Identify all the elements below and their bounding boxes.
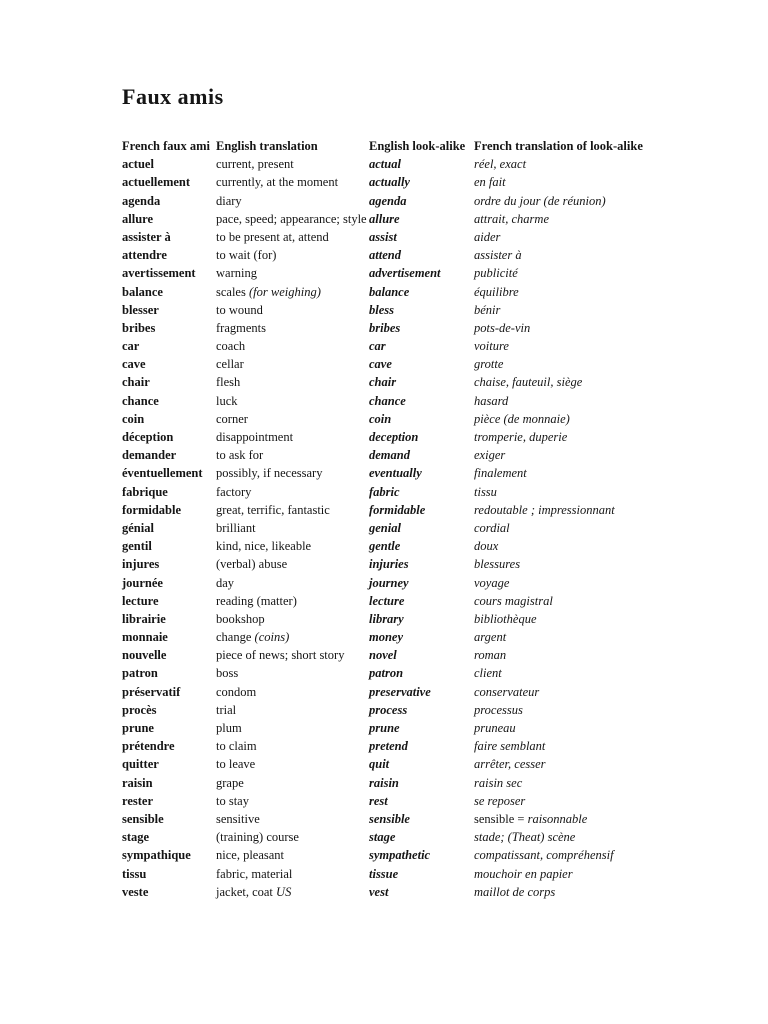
english-translation: boss — [216, 666, 239, 681]
english-translation: currently, at the moment — [216, 175, 339, 190]
english-lookalike: actual — [369, 157, 401, 172]
english-translation: current, present — [216, 157, 294, 172]
english-translation: to leave — [216, 757, 256, 772]
english-translation: sensitive — [216, 811, 260, 826]
french-term: tissu — [122, 866, 147, 881]
french-term: demander — [122, 448, 177, 463]
column-header-french-translation-of-look-alike: French translation of look-alike — [474, 139, 643, 153]
table-row — [122, 828, 752, 846]
column-header-english-translation: English translation — [216, 139, 318, 153]
english-translation — [216, 283, 369, 301]
english-lookalike: tissue — [369, 866, 399, 881]
table-row — [122, 792, 752, 810]
french-term: nouvelle — [122, 648, 167, 663]
french-term: prune — [122, 721, 154, 735]
french-translation-of-lookalike: bibliothèque — [474, 611, 537, 626]
table-row — [122, 628, 752, 646]
table-row — [122, 501, 752, 519]
english-lookalike: injuries — [369, 557, 409, 572]
french-term: bribes — [122, 320, 156, 335]
english-lookalike: coin — [369, 411, 392, 426]
french-term: chance — [122, 393, 159, 408]
english-translation: to wait (for) — [216, 248, 277, 263]
english-lookalike: genial — [369, 520, 401, 535]
english-lookalike: bribes — [369, 320, 401, 335]
french-translation-of-lookalike: blessures — [474, 557, 521, 572]
table-row — [122, 155, 752, 173]
french-term: raisin — [122, 775, 153, 790]
english-lookalike: actually — [369, 175, 410, 190]
english-translation: cellar — [216, 357, 244, 372]
table-row — [122, 846, 752, 864]
table-row — [122, 737, 752, 755]
english-lookalike: formidable — [369, 502, 426, 517]
english-lookalike: chance — [369, 393, 406, 408]
french-term: formidable — [122, 502, 182, 517]
french-translation-of-lookalike: finalement — [474, 466, 527, 481]
english-translation: (verbal) abuse — [216, 557, 288, 572]
french-translation-of-lookalike: réel, exact — [474, 157, 527, 172]
table-row — [122, 555, 752, 573]
english-translation: day — [216, 575, 235, 590]
page-title: Faux amis — [122, 84, 224, 109]
french-term: monnaie — [122, 630, 168, 645]
french-translation-of-lookalike: compatissant, compréhensif — [474, 848, 614, 863]
french-term: gentil — [122, 539, 152, 554]
table-row — [122, 883, 752, 901]
text-segment: jacket, coat — [216, 884, 277, 899]
table-row — [122, 865, 752, 883]
french-term: génial — [122, 520, 154, 535]
english-lookalike: patron — [369, 666, 404, 681]
english-lookalike: lecture — [369, 593, 405, 608]
french-translation-of-lookalike: processus — [474, 702, 523, 717]
english-translation — [216, 628, 369, 646]
french-translation-of-lookalike: équilibre — [474, 284, 519, 299]
french-translation-of-lookalike: bénir — [474, 302, 501, 317]
french-term: librairie — [122, 611, 166, 626]
french-term: sensible — [122, 811, 164, 826]
english-translation: disappointment — [216, 430, 294, 444]
table-row — [122, 192, 752, 210]
table-row — [122, 392, 752, 410]
english-translation: condom — [216, 684, 257, 699]
english-lookalike: balance — [369, 284, 410, 299]
english-lookalike: sensible — [369, 811, 410, 826]
english-translation: to ask for — [216, 448, 264, 463]
english-lookalike: allure — [369, 211, 400, 226]
english-translation: (training) course — [216, 830, 299, 845]
english-translation: brilliant — [216, 520, 256, 535]
faux-amis-table — [122, 137, 752, 901]
french-translation-of-lookalike: faire semblant — [474, 739, 546, 754]
english-lookalike: bless — [369, 302, 394, 317]
english-lookalike: cave — [369, 357, 392, 372]
english-translation: corner — [216, 411, 248, 426]
table-row — [122, 173, 752, 191]
table-body — [122, 155, 752, 901]
french-term: injures — [122, 557, 160, 572]
french-term: procès — [122, 702, 157, 717]
english-translation: diary — [216, 193, 242, 208]
text-segment: change — [216, 630, 255, 645]
english-translation: piece of news; short story — [216, 648, 345, 663]
french-translation-of-lookalike: en fait — [474, 175, 506, 190]
english-translation: grape — [216, 775, 244, 790]
english-lookalike: assist — [369, 229, 397, 244]
english-lookalike: agenda — [369, 193, 407, 208]
french-translation-of-lookalike: attrait, charme — [474, 211, 549, 226]
english-translation: flesh — [216, 375, 241, 390]
french-translation-of-lookalike: maillot de corps — [474, 884, 556, 899]
french-term: veste — [122, 884, 149, 899]
french-term: sympathique — [122, 848, 191, 863]
text-segment: (coins) — [254, 630, 290, 645]
french-translation-of-lookalike: pots-de-vin — [474, 320, 531, 335]
table-row — [122, 755, 752, 773]
english-lookalike: pretend — [369, 739, 408, 754]
french-translation-of-lookalike: tissu — [474, 484, 497, 499]
english-lookalike: demand — [369, 448, 410, 463]
english-translation: luck — [216, 393, 238, 408]
french-term: patron — [122, 666, 158, 681]
french-translation-of-lookalike: chaise, fauteuil, siège — [474, 375, 583, 390]
french-translation-of-lookalike: aider — [474, 229, 501, 244]
french-term: actuellement — [122, 175, 191, 190]
english-lookalike: library — [369, 611, 404, 626]
french-term: allure — [122, 211, 154, 226]
english-lookalike: process — [369, 702, 408, 717]
french-term: agenda — [122, 193, 161, 208]
english-lookalike: chair — [369, 375, 397, 390]
table-row — [122, 373, 752, 391]
french-term: quitter — [122, 757, 159, 772]
table-row — [122, 519, 752, 537]
english-translation: trial — [216, 702, 237, 717]
text-segment: sensible = — [474, 811, 528, 826]
french-translation-of-lookalike: client — [474, 666, 502, 681]
english-translation: pace, speed; appearance; style — [216, 211, 367, 226]
table-row — [122, 337, 752, 355]
english-translation: possibly, if necessary — [216, 466, 323, 481]
text-segment: scales — [216, 284, 249, 299]
english-translation: factory — [216, 484, 252, 499]
french-translation-of-lookalike: argent — [474, 630, 507, 645]
english-translation: warning — [216, 266, 257, 281]
table-row — [122, 464, 752, 482]
french-term: lecture — [122, 593, 159, 608]
text-segment: US — [276, 884, 292, 899]
french-term: avertissement — [122, 266, 196, 281]
table-row — [122, 428, 752, 446]
french-translation-of-lookalike: arrêter, cesser — [474, 757, 546, 772]
english-lookalike: car — [369, 339, 386, 354]
english-lookalike: raisin — [369, 775, 399, 790]
english-translation: reading (matter) — [216, 593, 297, 608]
table-row — [122, 719, 752, 737]
english-lookalike: deception — [369, 430, 419, 444]
french-translation-of-lookalike: pièce (de monnaie) — [474, 411, 570, 426]
french-translation-of-lookalike: voyage — [474, 575, 510, 590]
table-row — [122, 537, 752, 555]
french-translation-of-lookalike: se reposer — [474, 793, 526, 808]
english-lookalike: vest — [369, 884, 389, 899]
english-translation: to be present at, attend — [216, 229, 329, 244]
french-term: coin — [122, 411, 145, 426]
french-term: rester — [122, 793, 153, 808]
table-row — [122, 301, 752, 319]
table-row — [122, 646, 752, 664]
french-translation-of-lookalike: cordial — [474, 520, 510, 535]
french-term: balance — [122, 284, 163, 299]
table-row — [122, 319, 752, 337]
english-lookalike: quit — [369, 757, 390, 772]
table-row — [122, 664, 752, 682]
column-header-english-look-alike: English look-alike — [369, 139, 466, 153]
english-translation: coach — [216, 339, 246, 354]
table-row — [122, 410, 752, 428]
french-term: préservatif — [122, 684, 181, 699]
english-lookalike: sympathetic — [369, 848, 431, 863]
english-translation: fabric, material — [216, 866, 293, 881]
english-translation — [216, 883, 369, 901]
text-segment: raisonnable — [527, 811, 588, 826]
english-lookalike: attend — [369, 248, 401, 263]
french-translation-of-lookalike: conservateur — [474, 684, 540, 699]
english-translation: fragments — [216, 320, 266, 335]
french-translation-of-lookalike: raisin sec — [474, 775, 523, 790]
french-translation-of-lookalike: assister à — [474, 248, 522, 263]
english-translation: kind, nice, likeable — [216, 539, 312, 554]
french-term: chair — [122, 375, 150, 390]
english-lookalike: money — [369, 630, 404, 645]
table-row — [122, 283, 752, 301]
french-translation-of-lookalike: redoutable ; impressionnant — [474, 502, 615, 517]
english-translation: plum — [216, 721, 242, 735]
french-term: éventuellement — [122, 466, 203, 481]
table-row — [122, 483, 752, 501]
french-translation-of-lookalike: mouchoir en papier — [474, 866, 573, 881]
french-translation-of-lookalike: ordre du jour (de réunion) — [474, 193, 606, 208]
english-translation: bookshop — [216, 611, 265, 626]
french-translation-of-lookalike — [474, 810, 752, 828]
english-lookalike: gentle — [369, 539, 401, 554]
english-lookalike: novel — [369, 648, 397, 663]
english-translation: to stay — [216, 793, 249, 808]
french-term: stage — [122, 830, 150, 845]
table-header-row — [122, 137, 752, 155]
english-lookalike: advertisement — [369, 266, 441, 281]
column-header-french-faux-ami: French faux ami — [122, 139, 210, 153]
french-term: blesser — [122, 302, 159, 317]
english-translation: nice, pleasant — [216, 848, 285, 863]
french-translation-of-lookalike: tromperie, duperie — [474, 430, 568, 444]
table-row — [122, 228, 752, 246]
table-row — [122, 210, 752, 228]
english-translation: to wound — [216, 302, 263, 317]
english-lookalike: fabric — [369, 484, 400, 499]
table-row — [122, 246, 752, 264]
french-term: assister à — [122, 229, 171, 244]
french-term: cave — [122, 357, 146, 372]
french-translation-of-lookalike: roman — [474, 648, 507, 663]
french-term: actuel — [122, 157, 154, 172]
french-translation-of-lookalike: hasard — [474, 393, 509, 408]
french-translation-of-lookalike: stade; (Theat) scène — [474, 830, 576, 845]
text-segment: (for weighing) — [248, 284, 321, 299]
english-lookalike: prune — [369, 721, 400, 735]
french-translation-of-lookalike: pruneau — [474, 721, 516, 735]
table-row — [122, 355, 752, 373]
french-term: attendre — [122, 248, 167, 263]
table-row — [122, 701, 752, 719]
table-row — [122, 592, 752, 610]
english-translation: to claim — [216, 739, 257, 754]
english-lookalike: stage — [369, 830, 396, 845]
english-lookalike: preservative — [369, 684, 431, 699]
french-translation-of-lookalike: exiger — [474, 448, 506, 463]
french-term: journée — [122, 575, 163, 590]
french-term: fabrique — [122, 484, 168, 499]
table-row — [122, 446, 752, 464]
english-lookalike: journey — [369, 575, 409, 590]
french-term: déception — [122, 430, 174, 444]
table-row — [122, 610, 752, 628]
french-term: car — [122, 339, 140, 354]
english-translation: great, terrific, fantastic — [216, 502, 330, 517]
table-row — [122, 683, 752, 701]
french-translation-of-lookalike: voiture — [474, 339, 509, 354]
table-row — [122, 264, 752, 282]
french-term: prétendre — [122, 739, 175, 754]
french-translation-of-lookalike: grotte — [474, 357, 504, 372]
table-row — [122, 774, 752, 792]
french-translation-of-lookalike: publicité — [474, 266, 518, 281]
french-translation-of-lookalike: doux — [474, 539, 499, 554]
english-lookalike: rest — [369, 793, 388, 808]
table-row — [122, 574, 752, 592]
french-translation-of-lookalike: cours magistral — [474, 593, 553, 608]
table-row — [122, 810, 752, 828]
english-lookalike: eventually — [369, 466, 422, 481]
